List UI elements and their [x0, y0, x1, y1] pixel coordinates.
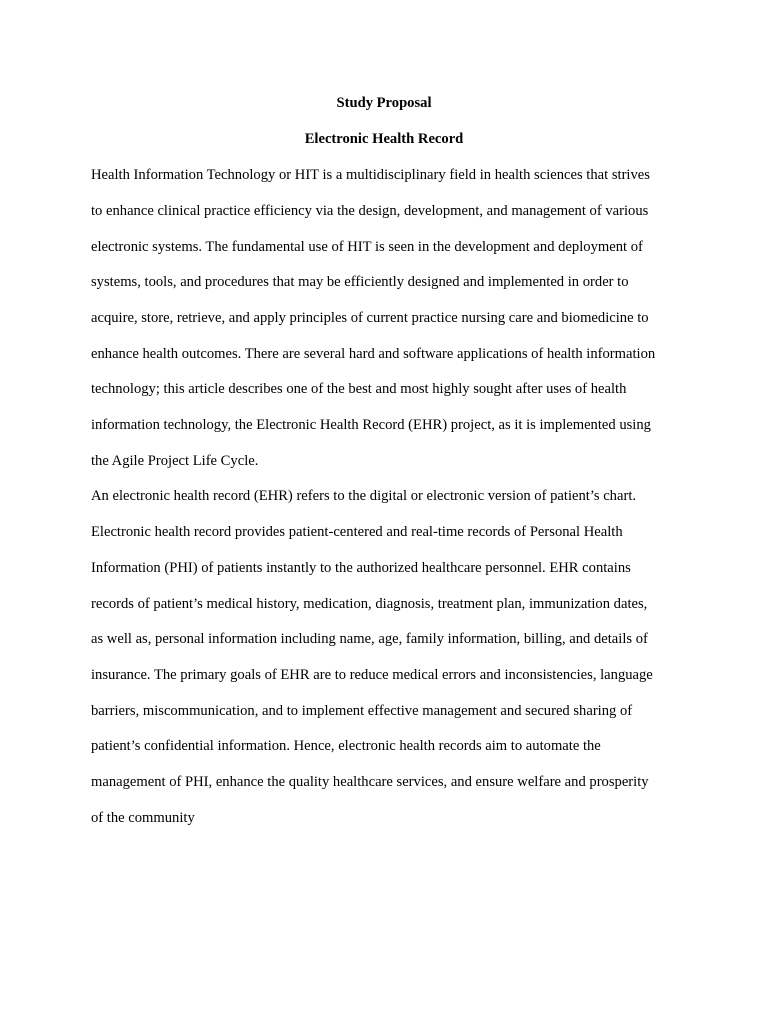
paragraph-line: electronic systems. The fundamental use of HIT is seen in the development and deployment of [91, 239, 643, 255]
paragraph-line: to enhance clinical practice efficiency via the design, development, and management of various [91, 203, 649, 219]
paragraph-line: records of patient’s medical history, medication, diagnosis, treatment plan, immunization dates, [91, 596, 648, 612]
paragraph-line: An electronic health record (EHR) refers to the digital or electronic version of patient’s chart. [91, 488, 637, 504]
paragraph-line: insurance. The primary goals of EHR are to reduce medical errors and inconsistencies, language [91, 667, 653, 683]
paragraph-line: the Agile Project Life Cycle. [91, 453, 259, 469]
paragraph-line: information technology, the Electronic Health Record (EHR) project, as it is implemented using [91, 417, 651, 433]
document-title: Study Proposal [336, 95, 432, 111]
paragraph-line: enhance health outcomes. There are several hard and software applications of health information [91, 346, 656, 362]
paragraph-line: Information (PHI) of patients instantly to the authorized healthcare personnel. EHR contains [91, 560, 631, 576]
paragraph-line: acquire, store, retrieve, and apply principles of current practice nursing care and biomedicine to [91, 310, 649, 326]
paragraph-line: patient’s confidential information. Hence, electronic health records aim to automate the [91, 738, 601, 754]
paragraph-line: Health Information Technology or HIT is a multidisciplinary field in health sciences that strives [91, 167, 650, 183]
paragraph-line: technology; this article describes one of the best and most highly sought after uses of health [91, 381, 627, 397]
paragraph-line: Electronic health record provides patient-centered and real-time records of Personal Health [91, 524, 623, 540]
paragraph-line: as well as, personal information including name, age, family information, billing, and details of [91, 631, 648, 647]
document-subtitle: Electronic Health Record [304, 131, 464, 147]
paragraph-line: barriers, miscommunication, and to implement effective management and secured sharing of [91, 703, 633, 719]
paragraph-line: of the community [91, 810, 195, 826]
paragraph-line: management of PHI, enhance the quality healthcare services, and ensure welfare and prosperity [91, 774, 649, 790]
paragraph-line: systems, tools, and procedures that may be efficiently designed and implemented in order to [91, 274, 629, 290]
